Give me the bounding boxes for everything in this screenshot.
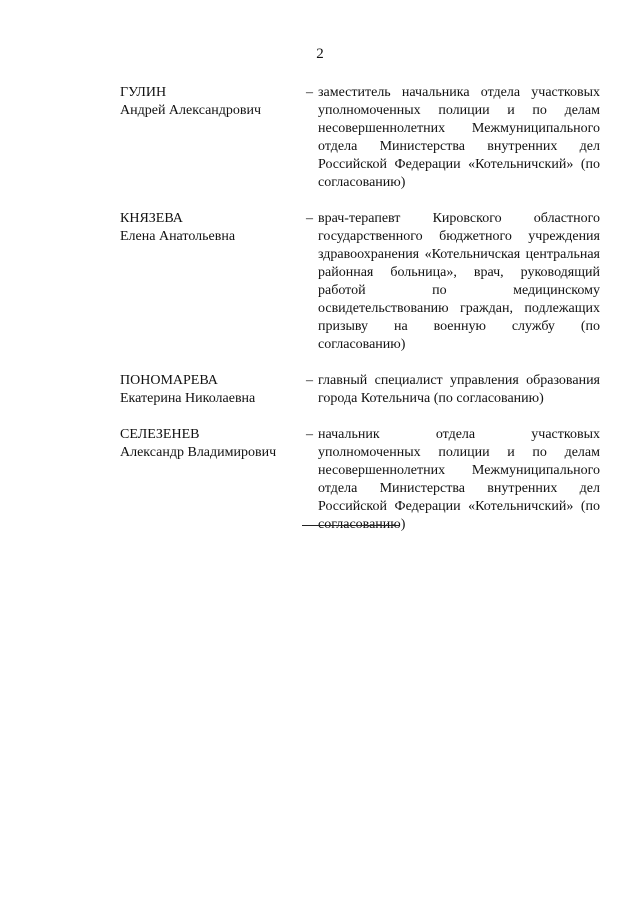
member-entry bbox=[120, 84, 600, 192]
member-name bbox=[120, 372, 306, 408]
member-surname: СЕЛЕЗЕНЕВ bbox=[120, 427, 200, 442]
member-surname: ПОНОМАРЕВА bbox=[120, 373, 218, 388]
member-name bbox=[120, 210, 306, 246]
member-entry bbox=[120, 210, 600, 354]
member-dash: – bbox=[306, 373, 313, 388]
member-given-names: Екатерина Николаевна bbox=[120, 391, 256, 406]
member-given-names: Андрей Александрович bbox=[120, 103, 262, 118]
member-given-names: Елена Анатольевна bbox=[120, 229, 236, 244]
member-surname: КНЯЗЕВА bbox=[120, 211, 183, 226]
member-position: врач-терапевт Кировского областного государственного бюджетного учреждения здравоохранения «Котельничская центральная районная больница», врач, руководящий работой по медицинскому освидетельствованию граждан, подлежащих призыву на военную службу (по согласованию) bbox=[318, 211, 600, 352]
member-list bbox=[120, 84, 600, 534]
member-surname: ГУЛИН bbox=[120, 85, 167, 100]
member-dash: – bbox=[306, 211, 313, 226]
page-number: 2 bbox=[316, 46, 324, 62]
member-entry bbox=[120, 426, 600, 534]
member-dash: – bbox=[306, 85, 313, 100]
closing-rule bbox=[302, 525, 400, 526]
member-position: начальник отдела участковых уполномоченных полиции и по делам несовершеннолетних Межмуниципального отдела Министерства внутренних дел Российской Федерации «Котельничский» (по согласованию) bbox=[318, 427, 600, 532]
member-given-names: Александр Владимирович bbox=[120, 445, 277, 460]
member-dash: – bbox=[306, 427, 313, 442]
member-entry bbox=[120, 372, 600, 408]
member-position: главный специалист управления образования города Котельнича (по согласованию) bbox=[318, 373, 600, 406]
member-name bbox=[120, 426, 306, 462]
member-position: заместитель начальника отдела участковых уполномоченных полиции и по делам несовершеннолетних Межмуниципального отдела Министерства внутренних дел Российской Федерации «Котельничский» (по согласованию) bbox=[318, 85, 600, 190]
member-name bbox=[120, 84, 306, 120]
